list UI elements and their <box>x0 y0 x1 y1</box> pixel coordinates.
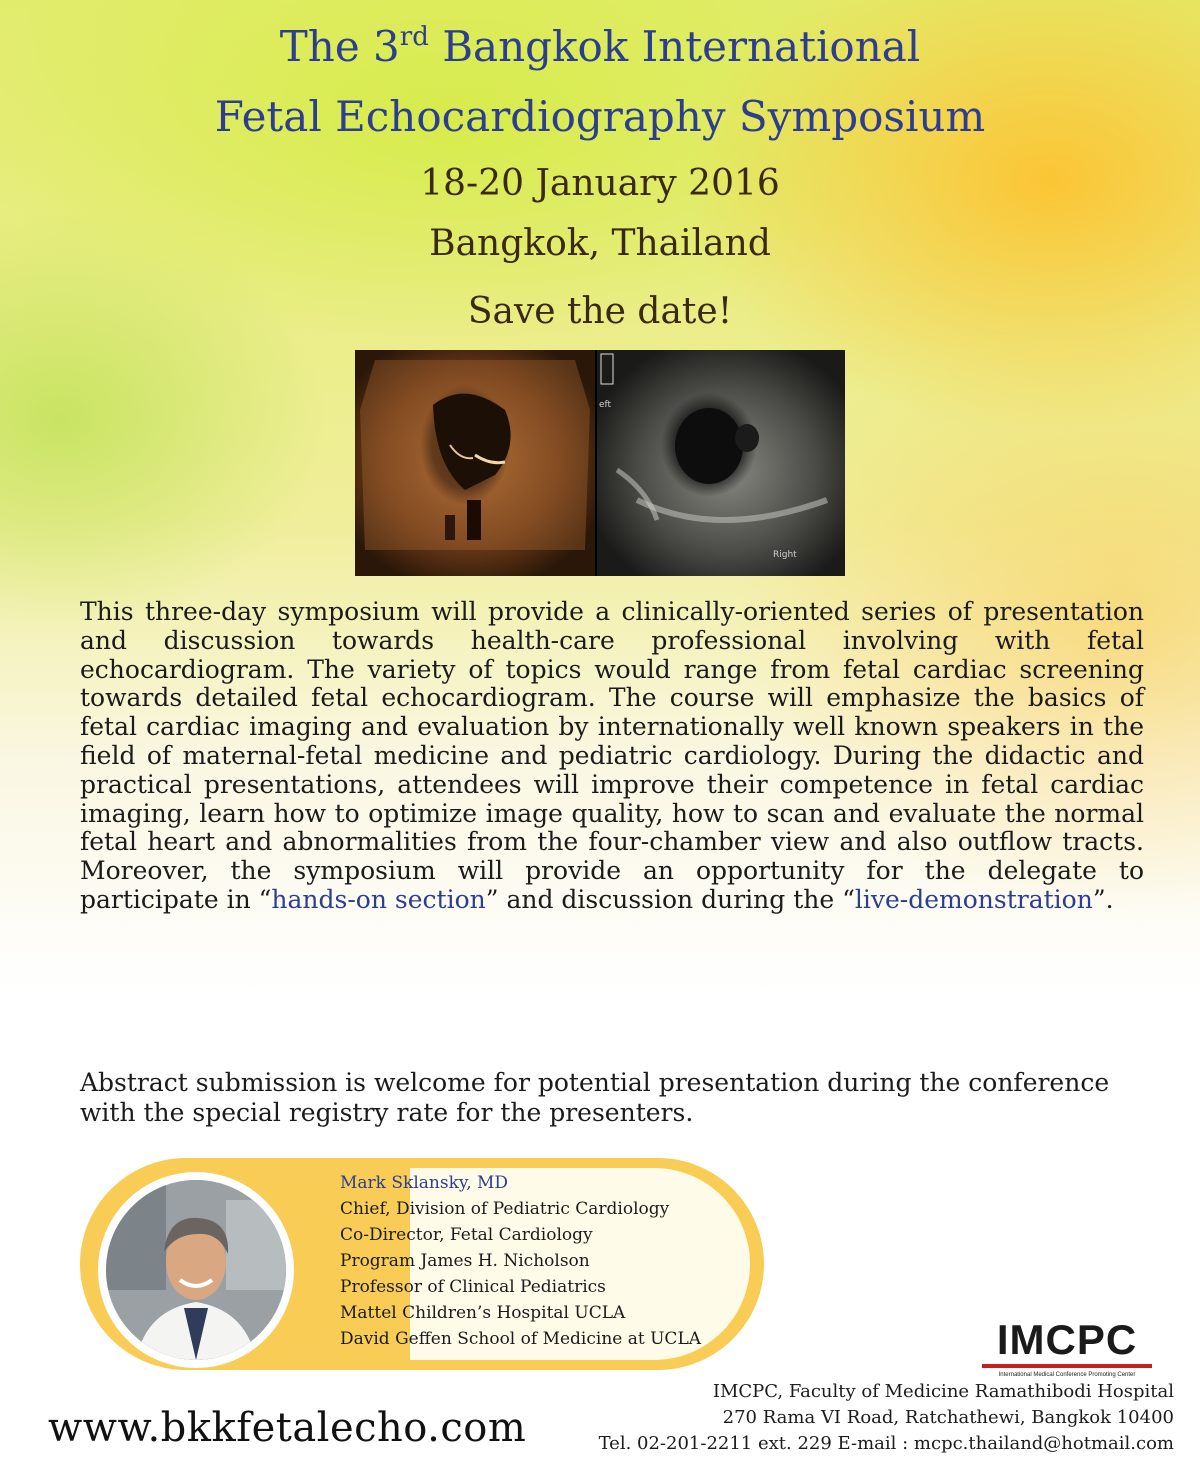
organizer-phone-email: Tel. 02-201-2211 ext. 229 E-mail : mcpc.thailand@hotmail.com <box>598 1433 1174 1454</box>
speaker-title: Program James H. Nicholson <box>340 1251 590 1271</box>
event-title-line-2: Fetal Echocardiography Symposium <box>214 92 986 141</box>
event-tagline: Save the date! <box>467 291 733 332</box>
logo-text: IMCPC <box>996 1316 1138 1363</box>
speaker-name: Mark Sklansky, MD <box>340 1173 509 1193</box>
scan-label-left: eft <box>599 400 612 410</box>
speaker-details <box>340 1170 701 1352</box>
speaker-title: Chief, Division of Pediatric Cardiology <box>340 1199 670 1219</box>
logo-subtitle: International Medical Conference Promoting Center <box>998 1372 1136 1378</box>
title-prefix: The 3 <box>279 22 400 71</box>
ultrasound-images <box>355 350 845 576</box>
speaker-title: David Geffen School of Medicine at UCLA <box>340 1329 702 1349</box>
speaker-title: Mattel Children’s Hospital UCLA <box>340 1303 626 1323</box>
speaker-title: Co-Director, Fetal Cardiology <box>340 1225 593 1245</box>
title-superscript: rd <box>399 22 429 52</box>
imcpc-logo <box>982 1318 1152 1379</box>
event-location: Bangkok, Thailand <box>429 223 771 264</box>
organizer-address: 270 Rama VI Road, Ratchathewi, Bangkok 10400 <box>722 1407 1174 1428</box>
speaker-portrait-graphic <box>106 1180 286 1360</box>
description-period: . <box>1105 884 1114 914</box>
description-connector: and discussion during the <box>498 884 843 914</box>
speaker-avatar <box>98 1172 294 1368</box>
logo-underline <box>982 1364 1152 1368</box>
live-demo-highlight: live-demonstration <box>854 884 1093 914</box>
event-dates: 18-20 January 2016 <box>420 163 780 204</box>
quote-close-2: ” <box>1092 884 1106 914</box>
quote-open-2: “ <box>842 884 855 914</box>
description-main-text: This three-day symposium will provide a clinically-oriented series of presentation and discussion towards health-care professional involving with fetal echocardiogram. The variety of topics would range from fetal cardiac screening towards detailed fetal echocardiogram. The course will emphasize the basics of fetal cardiac imaging and evaluation by internationally well known speakers in the field of maternal-fetal medicine and pediatric cardiology. During the didactic and practical presentations, attendees will improve their competence in fetal cardiac imaging, learn how to optimize image quality, how to scan and evaluate the normal fetal heart and abnormalities from the four-chamber view and also outflow tracts. Moreover, the symposium will provide an opportunity for the delegate to participate in <box>80 597 1144 914</box>
heart-3d-render-graphic <box>355 350 595 576</box>
symposium-description <box>80 598 1144 915</box>
organizer-contact <box>599 1379 1174 1457</box>
organizer-name: IMCPC, Faculty of Medicine Ramathibodi Hospital <box>712 1381 1174 1402</box>
speaker-title: Professor of Clinical Pediatrics <box>340 1277 606 1297</box>
ultrasound-left-image <box>355 350 595 576</box>
title-rest: Bangkok International <box>428 22 921 71</box>
quote-open-1: “ <box>258 884 272 914</box>
website-link[interactable]: www.bkkfetalecho.com <box>48 1405 527 1451</box>
abstract-note: Abstract submission is welcome for potential presentation during the conference with the special registry rate for the presenters. <box>80 1068 1110 1127</box>
quote-close-1: ” <box>485 884 499 914</box>
ultrasound-right-image <box>597 350 845 576</box>
scan-label-right: Right <box>773 550 797 560</box>
heart-grayscale-scan-graphic <box>597 350 845 576</box>
hands-on-highlight: hands-on section <box>271 884 486 914</box>
event-title-line-1 <box>0 22 1200 72</box>
description-paragraph <box>80 598 1144 915</box>
